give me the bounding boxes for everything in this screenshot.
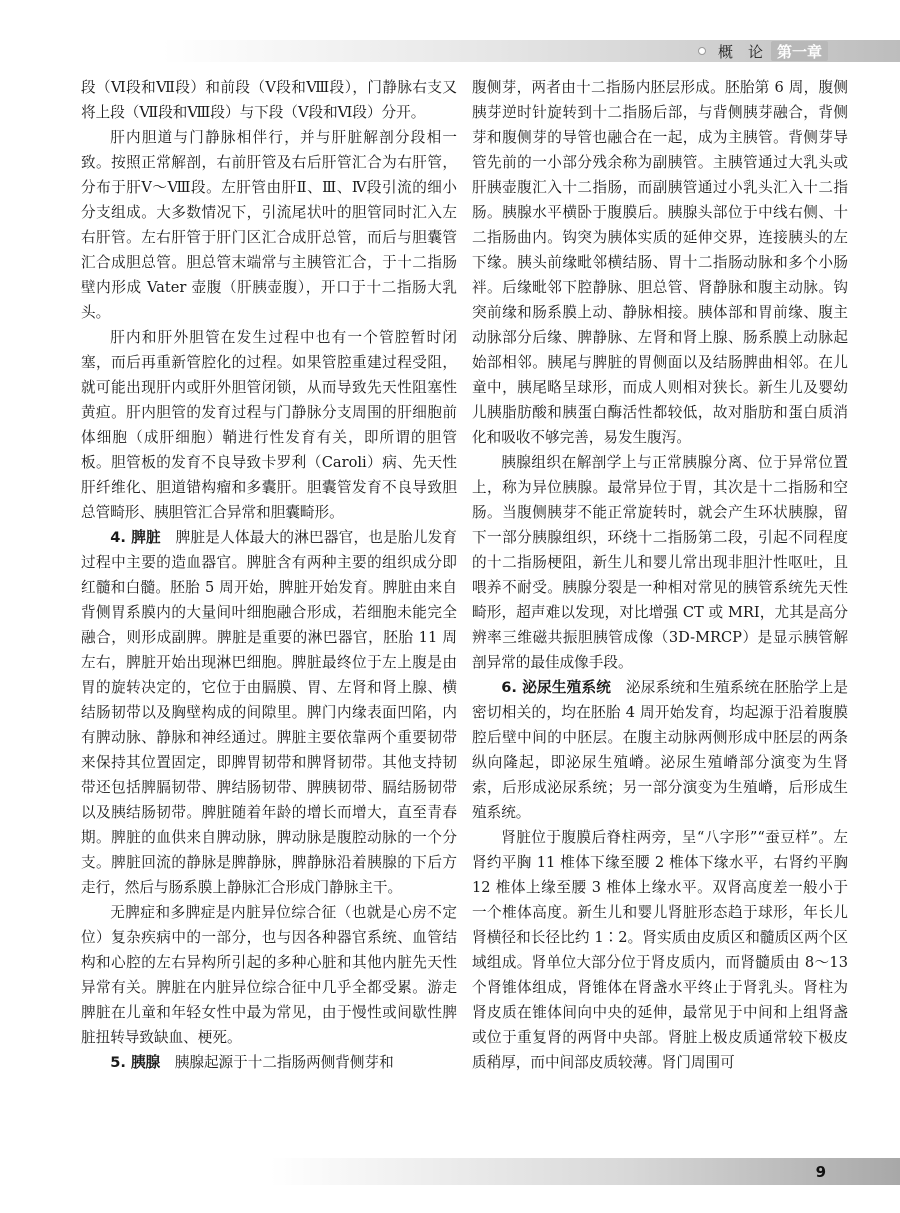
page-header [0,0,900,64]
paragraph: 肝内和肝外胆管在发生过程中也有一个管腔暂时闭塞，而后再重新管腔化的过程。如果管腔重建过程受阻，就可能出现肝内或肝外胆管闭锁，从而导致先天性阻塞性黄疸。肝内胆管的发育过程与门静脉分支周围的肝细胞前体细胞（成肝细胞）鞘进行性发育有关，即所谓的胆管板。胆管板的发育不良导致卡罗利（Caroli）病、先天性肝纤维化、胆道错构瘤和多囊肝。胆囊管发育不良导致胆总管畸形、胰胆管汇合异常和胆囊畸形。 [81,329,457,521]
paragraph: 肝内胆道与门静脉相伴行，并与肝脏解剖分段相一致。按照正常解剖，右前肝管及右后肝管汇合为右肝管，分布于肝Ⅴ～Ⅷ段。左肝管由肝Ⅱ、Ⅲ、Ⅳ段引流的细小分支组成。大多数情况下，引流尾状叶的胆管同时汇入左右肝管。左右肝管于肝门区汇合成肝总管，而后与胆囊管汇合成胆总管。胆总管末端常与主胰管汇合，于十二指肠壁内形成 Vater 壶腹（肝胰壶腹），开口于十二指肠大乳头。 [81,129,457,321]
paragraph: 段（Ⅵ段和Ⅶ段）和前段（Ⅴ段和Ⅷ段），门静脉右支又将上段（Ⅶ段和Ⅷ段）与下段（Ⅴ段和Ⅵ段）分开。 [81,79,457,121]
paragraph-pancreas [81,1050,457,1075]
paragraph-body: 脾脏是人体最大的淋巴器官，也是胎儿发育过程中主要的造血器官。脾脏含有两种主要的组织成分即红髓和白髓。胚胎 5 周开始，脾脏开始发育。脾脏由来自背侧胃系膜内的大量间叶细胞融合形成，若细胞未能完全融合，则形成副脾。脾脏是重要的淋巴器官，胚胎 11 周左右，脾脏开始出现淋巴细胞。脾脏最终位于左上腹是由胃的旋转决定的，它位于由膈膜、胃、左肾和肾上腺、横结肠韧带以及胸壁构成的间隙里。脾门内缘表面凹陷，内有脾动脉、静脉和神经通过。脾脏主要依靠两个重要韧带来保持其位置固定，即脾胃韧带和脾肾韧带。其他支持韧带还包括脾膈韧带、脾结肠韧带、脾胰韧带、膈结肠韧带以及胰结肠韧带。脾脏随着年龄的增长而增大，直至青春期。脾脏的血供来自脾动脉，脾动脉是腹腔动脉的一个分支。脾脏回流的静脉是脾静脉，脾静脉沿着胰腺的下后方走行，然后与肠系膜上静脉汇合形成门静脉主干。 [81,529,457,896]
section-heading-spleen: 4. 脾脏 [110,529,161,546]
running-head [698,40,828,62]
running-head-chapter: 第一章 [771,41,828,61]
paragraph-spleen [81,525,457,900]
paragraph-body: 泌尿系统和生殖系统在胚胎学上是密切相关的，均在胚胎 4 周开始发育，均起源于沿着腹膜腔后壁中间的中胚层。在腹主动脉两侧形成中胚层的两条纵向隆起，即泌尿生殖嵴。泌尿生殖嵴部分演变为生肾索，后形成泌尿系统；另一部分演变为生殖嵴，后形成生殖系统。 [472,679,848,821]
left-column [81,75,457,1075]
page-footer-band [0,1158,900,1185]
paragraph-urogenital [472,675,848,825]
paragraph: 胰腺组织在解剖学上与正常胰腺分离、位于异常位置上，称为异位胰腺。最常异位于胃，其次是十二指肠和空肠。当腹侧胰芽不能正常旋转时，就会产生环状胰腺，留下一部分胰腺组织，环绕十二指肠第二段，引起不同程度的十二指肠梗阻，新生儿和婴儿常出现非胆汁性呕吐，且喂养不耐受。胰腺分裂是一种相对常见的胰管系统先天性畸形，超声难以发现，对比增强 CT 或 MRI，尤其是高分辨率三维磁共振胆胰管成像（3D-MRCP）是显示胰管解剖异常的最佳成像手段。 [472,454,848,671]
paragraph: 腹侧芽，两者由十二指肠内胚层形成。胚胎第 6 周，腹侧胰芽逆时针旋转到十二指肠后部，与背侧胰芽融合，背侧芽和腹侧芽的导管也融合在一起，成为主胰管。背侧芽导管先前的一小部分残余称为副胰管。主胰管通过大乳头或肝胰壶腹汇入十二指肠，而副胰管通过小乳头汇入十二指肠。胰腺水平横卧于腹膜后。胰腺头部位于中线右侧、十二指肠曲内。钩突为胰体实质的延伸交界，连接胰头的左下缘。胰头前缘毗邻横结肠、胃十二指肠动脉和多个小肠袢。后缘毗邻下腔静脉、胆总管、肾静脉和腹主动脉。钩突前缘和肠系膜上动、静脉相接。胰体部和胃前缘、腹主动脉部分后缘、脾静脉、左肾和肾上腺、肠系膜上动脉起始部相邻。胰尾与脾脏的胃侧面以及结肠脾曲相邻。在儿童中，胰尾略呈球形，而成人则相对狭长。新生儿及婴幼儿胰脂肪酸和胰蛋白酶活性都较低，故对脂肪和蛋白质消化和吸收不够完善，易发生腹泻。 [472,79,848,446]
paragraph: 肾脏位于腹膜后脊柱两旁，呈“八字形”“蚕豆样”。左肾约平胸 11 椎体下缘至腰 2 椎体下缘水平，右肾约平胸 12 椎体上缘至腰 3 椎体上缘水平。双肾高度差一般小于一个椎体高度。新生儿和婴儿肾脏形态趋于球形，年长儿肾横径和长径比约 1∶2。肾实质由皮质区和髓质区两个区域组成。肾单位大部分位于肾皮质内，而肾髓质由 8～13 个肾锥体组成，肾锥体在肾盏水平终止于肾乳头。肾柱为肾皮质在锥体间向中央的延伸，最常见于中间和上组肾盏或位于重复肾的两肾中央部。肾脏上极皮质通常较下极皮质稍厚，而中间部皮质较薄。肾门周围可 [472,829,848,1071]
paragraph-body: 胰腺起源于十二指肠两侧背侧芽和 [174,1054,394,1071]
section-heading-urogenital: 6. 泌尿生殖系统 [501,679,612,696]
page-number: 9 [815,1162,826,1181]
section-heading-pancreas: 5. 胰腺 [110,1054,161,1071]
right-column [472,75,848,1075]
paragraph: 无脾症和多脾症是内脏异位综合征（也就是心房不定位）复杂疾病中的一部分，也与因各种器官系统、血管结构和心腔的左右异构所引起的多种心脏和其他内脏先天性异常有关。脾脏在内脏异位综合征中几乎全都受累。游走脾脏在儿童和年轻女性中最为常见，由于慢性或间歇性脾脏扭转导致缺血、梗死。 [81,904,457,1046]
running-head-section: 概 论 [717,42,763,61]
bullet-dot-icon [698,47,706,55]
